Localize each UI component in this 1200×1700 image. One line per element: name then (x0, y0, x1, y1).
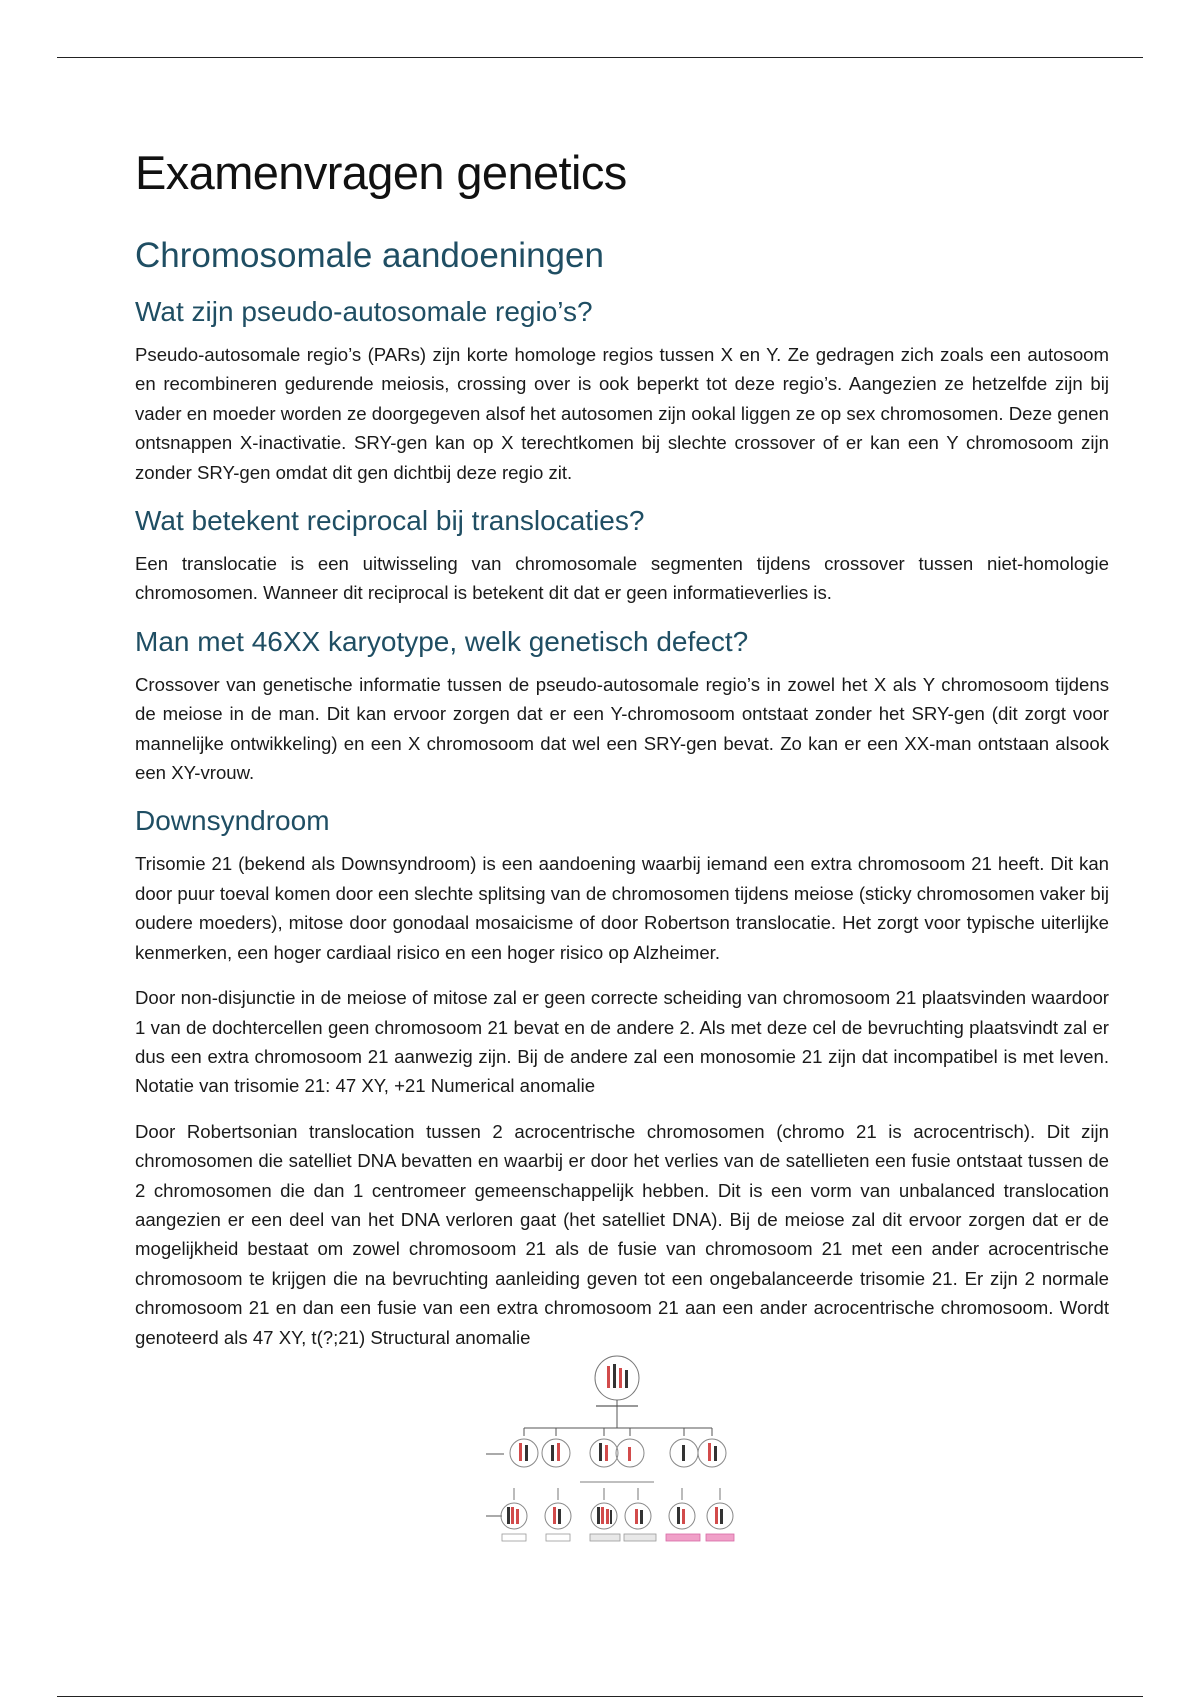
paragraph-reciprocal: Een translocatie is een uitwisseling van chromosomale segmenten tijdens crossover tussen niet-homologie chromosomen. Wanneer dit reciprocal is betekent dit dat er geen informatieverlies is. (135, 553, 1109, 604)
paragraph-non-disjunctie: Door non-disjunctie in de meiose of mitose zal er geen correcte scheiding van chromosoom 21 plaatsvinden waardoor 1 van de dochtercellen geen chromosoom 21 bevat en de andere 2. Als met deze cel de bevruchting plaatsvindt zal er dus een extra chromosoom 21 aanwezig zijn. Bij de andere zal een monosomie 21 zijn dat incompatibel is met leven. Notatie van trisomie 21: 47 XY, +21 Numerical anomalie (135, 987, 1109, 1097)
section-heading: Chromosomale aandoeningen (135, 236, 604, 275)
paragraph-par: Pseudo-autosomale regio’s (PARs) zijn korte homologe regios tussen X en Y. Ze gedragen zich zoals een autosoom en recombineren gedurende meiosis, crossing over is ook beperkt tot deze regio’s. Aangezien ze hetzelfde zijn bij vader en moeder worden ze doorgegeven alsof het autosomen zijn ookal liggen ze op sex chromosomen. Deze genen ontsnappen X-inactivatie. SRY-gen kan op X terechtkomen bij slechte crossover of er kan een Y chromosoom zijn zonder SRY-gen omdat dit gen dichtbij deze regio zit. (135, 344, 1109, 483)
subsection-heading-46xx: Man met 46XX karyotype, welk genetisch defect? (135, 625, 749, 657)
subsection-heading-par: Wat zijn pseudo-autosomale regio’s? (135, 296, 593, 327)
subsection-heading-reciprocal: Wat betekent reciprocal bij translocaties? (135, 505, 645, 537)
document-content (135, 138, 1109, 1549)
footer-rule (57, 1696, 1143, 1697)
diagram-svg (480, 1354, 750, 1549)
header-rule (57, 57, 1143, 58)
subsection-heading-downsyndroom: Downsyndroom (135, 805, 330, 837)
paragraph-downsyndroom-intro: Trisomie 21 (bekend als Downsyndroom) is een aandoening waarbij iemand een extra chromosoom 21 heeft. Dit kan door puur toeval komen door een slechte splitsing van de chromosomen tijdens meiose (sticky chromosomen vaker bij oudere moeders), mitose door gonodaal mosaicisme of door Robertson translocatie. Het zorgt voor typische uiterlijke kenmerken, een hoger cardiaal risico en een hoger risico op Alzheimer. (135, 853, 1109, 963)
paragraph-46xx: Crossover van genetische informatie tussen de pseudo-autosomale regio’s in zowel het X als Y chromosoom tijdens de meiose in de man. Dit kan ervoor zorgen dat er een Y-chromosoom ontstaat zonder het SRY-gen (dit zorgt voor mannelijke ontwikkeling) en een X chromosoom dat wel een SRY-gen bevat. Zo kan er een XX-man ontstaan alsook een XY-vrouw. (135, 673, 1109, 784)
document-title: Examenvragen genetics (135, 146, 627, 199)
robertsonian-translocation-diagram-icon (480, 1354, 750, 1549)
paragraph-robertsonian: Door Robertsonian translocation tussen 2 acrocentrische chromosomen (chromo 21 is acrocentrisch). Dit zijn chromosomen die satelliet DNA bevatten en waarbij er door het verlies van de satellieten een fusie ontstaat tussen de 2 chromosomen die dan 1 centromeer gemeenschappelijk hebben. Dit is een vorm van unbalanced translocation aangezien er een deel van het DNA verloren gaat (het satelliet DNA). Bij de meiose zal dit ervoor zorgen dat er de mogelijkheid bestaat om zowel chromosoom 21 als de fusie van chromosoom 21 met een ander acrocentrische chromosoom te krijgen die na bevruchting aanleiding geven tot een ongebalanceerde trisomie 21. Er zijn 2 normale chromosoom 21 en dan een fusie van een extra chromosoom 21 aan een ander acrocentrische chromosoom. Wordt genoteerd als 47 XY, t(?;21) Structural anomalie (135, 1120, 1109, 1348)
